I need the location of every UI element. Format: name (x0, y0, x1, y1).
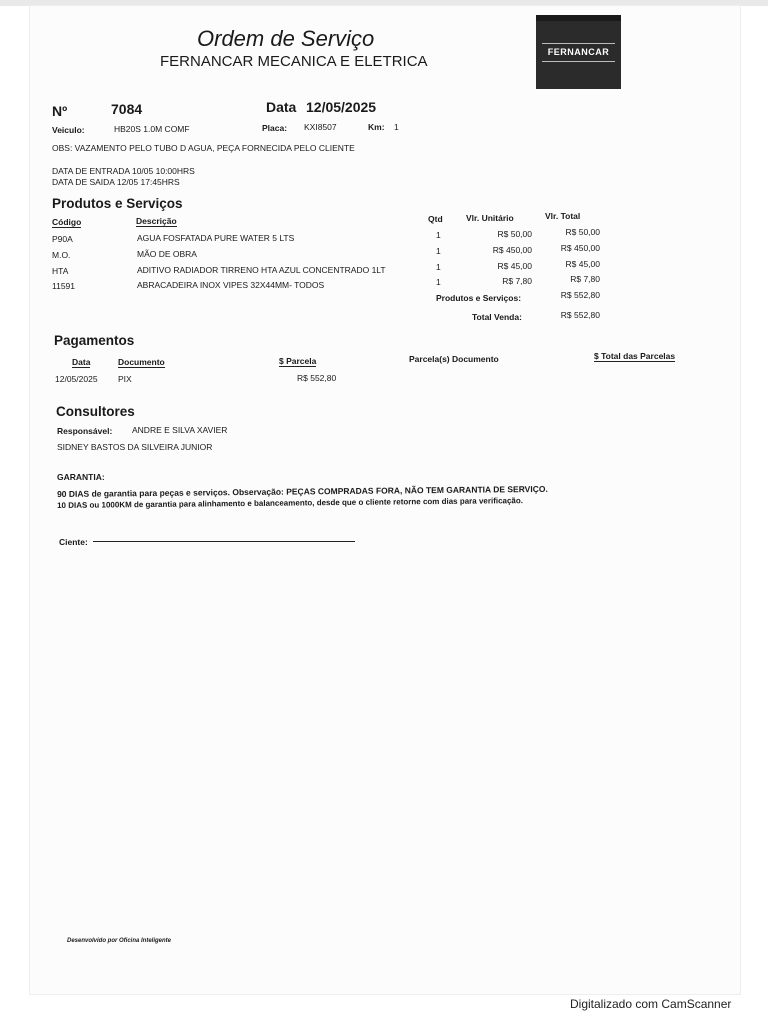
document-title: Ordem de Serviço (197, 26, 375, 51)
product-code: P90A (52, 234, 73, 244)
order-number-label: Nº (52, 103, 68, 119)
col-payment-document: Documento (118, 357, 165, 367)
order-date-label: Data (266, 99, 297, 115)
exit-date: DATA DE SAIDA 12/05 17:45HRS (52, 177, 180, 187)
responsible-name: ANDRE E SILVA XAVIER (132, 425, 228, 435)
product-total-price: R$ 7,80 (570, 274, 600, 284)
col-parcels-document: Parcela(s) Documento (409, 354, 499, 364)
subtotal-value: R$ 552,80 (560, 290, 600, 300)
logo-text: FERNANCAR (547, 47, 610, 57)
product-code: M.O. (52, 250, 71, 260)
col-qty: Qtd (428, 214, 443, 224)
col-payment-date: Data (72, 357, 91, 367)
subtotal-label: Produtos e Serviços: (436, 293, 522, 303)
product-qty: 1 (436, 277, 441, 287)
product-unit-price: R$ 50,00 (497, 229, 532, 239)
company-name: FERNANCAR MECANICA E ELETRICA (160, 53, 428, 70)
order-number: 7084 (111, 101, 143, 117)
product-total-price: R$ 50,00 (565, 227, 600, 237)
products-heading: Produtos e Serviços (52, 196, 183, 211)
product-description: MÃO DE OBRA (137, 249, 197, 259)
col-total-price: Vlr. Total (545, 211, 581, 221)
payment-document: PIX (118, 374, 132, 384)
col-description: Descrição (136, 216, 177, 226)
product-description: AGUA FOSFATADA PURE WATER 5 LTS (137, 233, 295, 243)
product-unit-price: R$ 7,80 (502, 276, 532, 286)
km-value: 1 (394, 122, 399, 132)
product-unit-price: R$ 45,00 (497, 261, 532, 271)
scanner-watermark: Digitalizado com CamScanner (570, 997, 732, 1011)
col-unit-price: Vlr. Unitário (466, 213, 514, 223)
client-label: Ciente: (59, 537, 88, 547)
total-sale-label: Total Venda: (472, 312, 522, 322)
product-description: ADITIVO RADIADOR TIRRENO HTA AZUL CONCENTRADO 1LT (137, 265, 386, 275)
product-total-price: R$ 450,00 (560, 243, 600, 253)
vehicle-label: Veiculo: (52, 125, 85, 135)
product-code: HTA (52, 266, 69, 276)
entry-date: DATA DE ENTRADA 10/05 10:00HRS (52, 166, 195, 176)
order-date: 12/05/2025 (306, 99, 377, 115)
plate-value: KXI8507 (304, 122, 337, 132)
observation: OBS: VAZAMENTO PELO TUBO D AGUA, PEÇA FORNECIDA PELO CLIENTE (52, 143, 355, 153)
company-logo (536, 15, 621, 89)
payment-parcel: R$ 552,80 (297, 373, 337, 383)
responsible-label: Responsável: (57, 426, 113, 436)
col-payment-parcel: $ Parcela (279, 356, 317, 366)
consultants-heading: Consultores (56, 404, 135, 419)
vehicle-value: HB20S 1.0M COMF (114, 124, 190, 134)
warranty-heading: GARANTIA: (57, 472, 105, 482)
signature-line (93, 541, 355, 542)
payments-heading: Pagamentos (54, 333, 135, 348)
product-qty: 1 (436, 262, 441, 272)
product-description: ABRACADEIRA INOX VIPES 32X44MM- TODOS (137, 280, 325, 290)
product-total-price: R$ 45,00 (565, 259, 600, 269)
product-qty: 1 (436, 230, 441, 240)
warranty-line-2: 10 DIAS ou 1000KM de garantia para alinhamento e balanceamento, desde que o cliente retorne com dias para verificação. (57, 496, 524, 510)
km-label: Km: (368, 122, 385, 132)
col-code: Código (52, 217, 82, 227)
product-code: 11591 (52, 281, 76, 291)
consultant-name: SIDNEY BASTOS DA SILVEIRA JUNIOR (57, 442, 213, 452)
total-sale-value: R$ 552,80 (560, 310, 600, 320)
footer-credit: Desenvolvido por Oficina Inteligente (67, 938, 172, 944)
warranty-line-1: 90 DIAS de garantia para peças e serviços. Observação: PEÇAS COMPRADAS FORA, NÃO TEM GARANTIA DE SERVIÇO. (57, 483, 548, 499)
plate-label: Placa: (262, 123, 288, 133)
product-qty: 1 (436, 246, 441, 256)
col-parcels-total: $ Total das Parcelas (594, 351, 676, 361)
payment-date: 12/05/2025 (55, 374, 98, 384)
product-unit-price: R$ 450,00 (492, 245, 532, 255)
